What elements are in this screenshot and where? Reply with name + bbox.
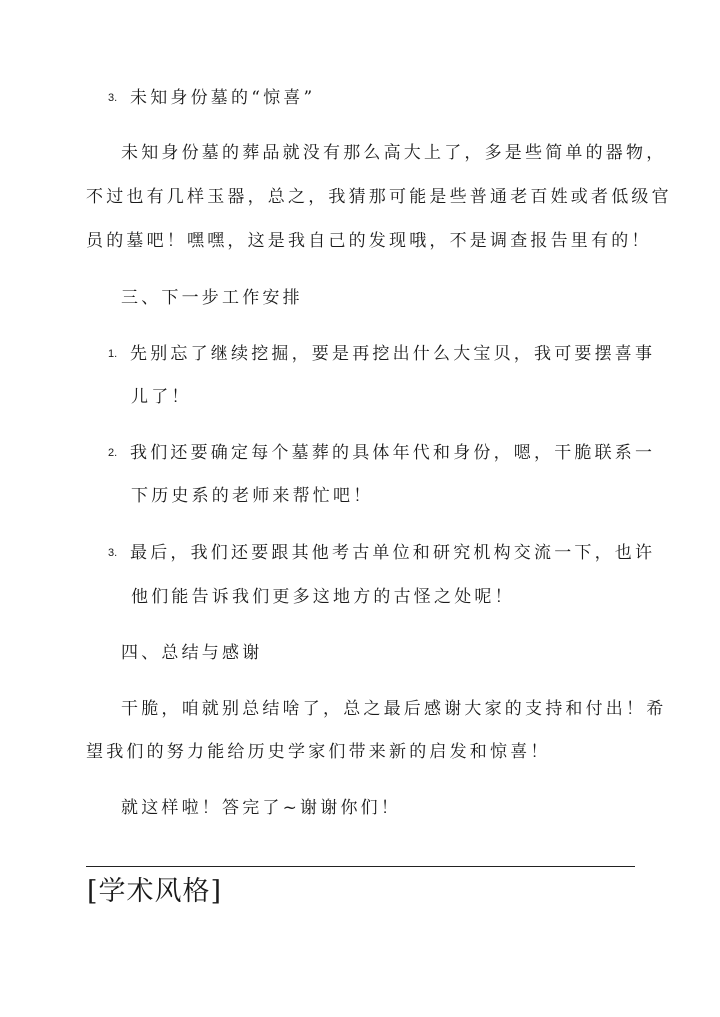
list-item-text: 先别忘了继续挖掘，要是再挖出什么大宝贝，我可要摆喜事 — [130, 344, 656, 364]
section-heading-3: 三、下一步工作安排 — [121, 288, 303, 308]
next-section-title: [学术风格] — [87, 876, 223, 907]
closing-line: 就这样啦！答完了~谢谢你们！ — [121, 798, 402, 818]
list-item-3-line-1 — [108, 545, 655, 562]
list-number: 3. — [108, 92, 118, 104]
list-number: 2. — [108, 447, 118, 459]
list-number: 1. — [108, 348, 118, 360]
paragraph-line: 未知身份墓的葬品就没有那么高大上了，多是些简单的器物， — [121, 143, 667, 163]
section-divider — [86, 866, 635, 867]
paragraph-line: 干脆，咱就别总结啥了，总之最后感谢大家的支持和付出！希 — [121, 699, 667, 719]
list-number: 3. — [108, 547, 118, 559]
list-item-2-line-2: 下历史系的老师来帮忙吧！ — [131, 486, 374, 506]
paragraph-line: 员的墓吧！嘿嘿，这是我自己的发现哦，不是调查报告里有的！ — [86, 231, 652, 251]
paragraph-line: 不过也有几样玉器，总之，我猜那可能是些普通老百姓或者低级官 — [86, 187, 672, 207]
item-3-heading — [108, 90, 315, 107]
list-item-1-line-1 — [108, 346, 655, 363]
paragraph-line: 望我们的努力能给历史学家们带来新的启发和惊喜！ — [86, 742, 551, 762]
list-item-1-line-2: 儿了！ — [131, 387, 192, 407]
list-item-text: 我们还要确定每个墓葬的具体年代和身份，嗯，干脆联系一 — [130, 443, 656, 463]
list-item-2-line-1 — [108, 445, 655, 462]
list-item-text: 最后，我们还要跟其他考古单位和研究机构交流一下，也许 — [130, 543, 656, 563]
item-3-heading-text: 未知身份墓的“惊喜” — [130, 88, 316, 108]
section-heading-4: 四、总结与感谢 — [121, 643, 263, 663]
list-item-3-line-2: 他们能告诉我们更多这地方的古怪之处呢！ — [131, 587, 515, 607]
